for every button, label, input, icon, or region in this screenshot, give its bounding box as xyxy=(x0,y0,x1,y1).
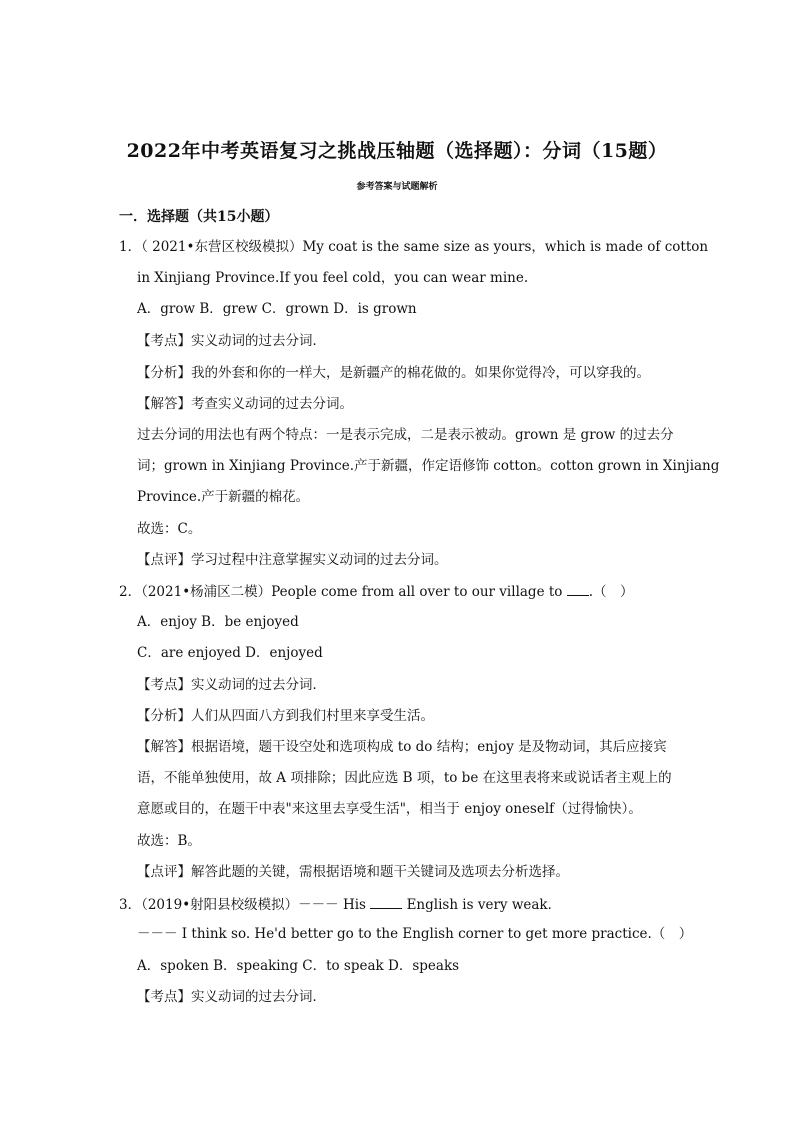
q2-answer: 故选：B。 xyxy=(137,833,201,849)
q3-stem xyxy=(119,894,561,914)
q2-options-line-2: C．are enjoyed D．enjoyed xyxy=(137,645,323,661)
q2-options-line-1: A．enjoy B．be enjoyed xyxy=(137,614,299,630)
q1-jieda xyxy=(137,395,353,413)
q1-options: A．grow B．grew C．grown D．is grown xyxy=(137,301,417,317)
q2-answer-blank xyxy=(567,581,589,596)
jieda-tag: 【解答】 xyxy=(137,739,191,755)
kaodian-tag: 【考点】 xyxy=(137,333,191,349)
q2-explanation-line-1: 语，不能单独使用，故 A 项排除；因此应选 B 项，to be 在这里表将来或说话者主观上的 xyxy=(137,770,672,786)
q3-kaodian-text: 实义动词的过去分词． xyxy=(191,989,326,1005)
q2-dianping-text: 解答此题的关键，需根据语境和题干关键词及选项去分析选择。 xyxy=(191,864,569,880)
q2-jieda-text: 根据语境，题干设空处和选项构成 to do 结构；enjoy 是及物动词，其后应接宾 xyxy=(191,739,667,755)
kaodian-tag: 【考点】 xyxy=(137,989,191,1005)
section-heading: 一．选择题（共15小题） xyxy=(119,209,279,225)
q1-explanation-line-3: Province.产于新疆的棉花。 xyxy=(137,489,310,505)
q1-dianping-text: 学习过程中注意掌握实义动词的过去分词。 xyxy=(191,552,448,568)
q2-dianping xyxy=(137,863,569,881)
q1-fenxi-text: 我的外套和你的一样大，是新疆产的棉花做的。如果你觉得冷，可以穿我的。 xyxy=(191,365,650,381)
q1-explanation-line-1: 过去分词的用法也有两个特点：一是表示完成，二是表示被动。grown 是 grow 的过去分 xyxy=(137,427,674,443)
kaodian-tag: 【考点】 xyxy=(137,677,191,693)
q2-explanation-line-2: 意愿或目的，在题干中表"来这里去享受生活"，相当于 enjoy oneself（过得愉快）。 xyxy=(137,801,642,817)
q3-stem-line-2: －－－ I think so. He'd better go to the English corner to get more practice.（ ） xyxy=(137,926,693,942)
page-subtitle: 参考答案与试题解析 xyxy=(356,182,438,192)
q1-stem-line-2: in Xinjiang Province.If you feel cold，you can wear mine. xyxy=(137,270,529,286)
jieda-tag: 【解答】 xyxy=(137,396,191,412)
q2-fenxi-text: 人们从四面八方到我们村里来享受生活。 xyxy=(191,708,434,724)
q1-kaodian-text: 实义动词的过去分词． xyxy=(191,333,326,349)
q3-answer-blank xyxy=(370,894,402,909)
q1-stem-line-1: 1．（ 2021•东营区校级模拟）My coat is the same size as yours，which is made of cotton xyxy=(119,239,709,255)
q2-kaodian xyxy=(137,676,326,694)
q3-stem-prefix: 3．（2019•射阳县校级模拟）－－－ His xyxy=(119,897,366,913)
q1-answer: 故选：C。 xyxy=(137,521,202,537)
q1-explanation-line-2: 词；grown in Xinjiang Province.产于新疆，作定语修饰 cotton。cotton grown in Xinjiang xyxy=(137,458,720,474)
dianping-tag: 【点评】 xyxy=(137,864,191,880)
q3-kaodian xyxy=(137,988,326,1006)
fenxi-tag: 【分析】 xyxy=(137,708,191,724)
q2-stem-suffix: .（ ） xyxy=(588,584,634,600)
q1-kaodian xyxy=(137,332,326,350)
q2-stem xyxy=(119,581,634,601)
q3-options: A．spoken B．speaking C．to speak D．speaks xyxy=(137,958,460,974)
q2-fenxi xyxy=(137,707,434,725)
q2-kaodian-text: 实义动词的过去分词． xyxy=(191,677,326,693)
q2-jieda xyxy=(137,738,667,756)
dianping-tag: 【点评】 xyxy=(137,552,191,568)
q2-stem-prefix: 2．（2021•杨浦区二模）People come from all over to our village to xyxy=(119,584,563,600)
q1-dianping xyxy=(137,551,448,569)
q3-stem-suffix: English is very weak． xyxy=(406,897,562,913)
page-title: 2022年中考英语复习之挑战压轴题（选择题）：分词（15题） xyxy=(126,140,668,162)
q1-fenxi xyxy=(137,364,650,382)
fenxi-tag: 【分析】 xyxy=(137,365,191,381)
q1-jieda-text: 考查实义动词的过去分词。 xyxy=(191,396,353,412)
